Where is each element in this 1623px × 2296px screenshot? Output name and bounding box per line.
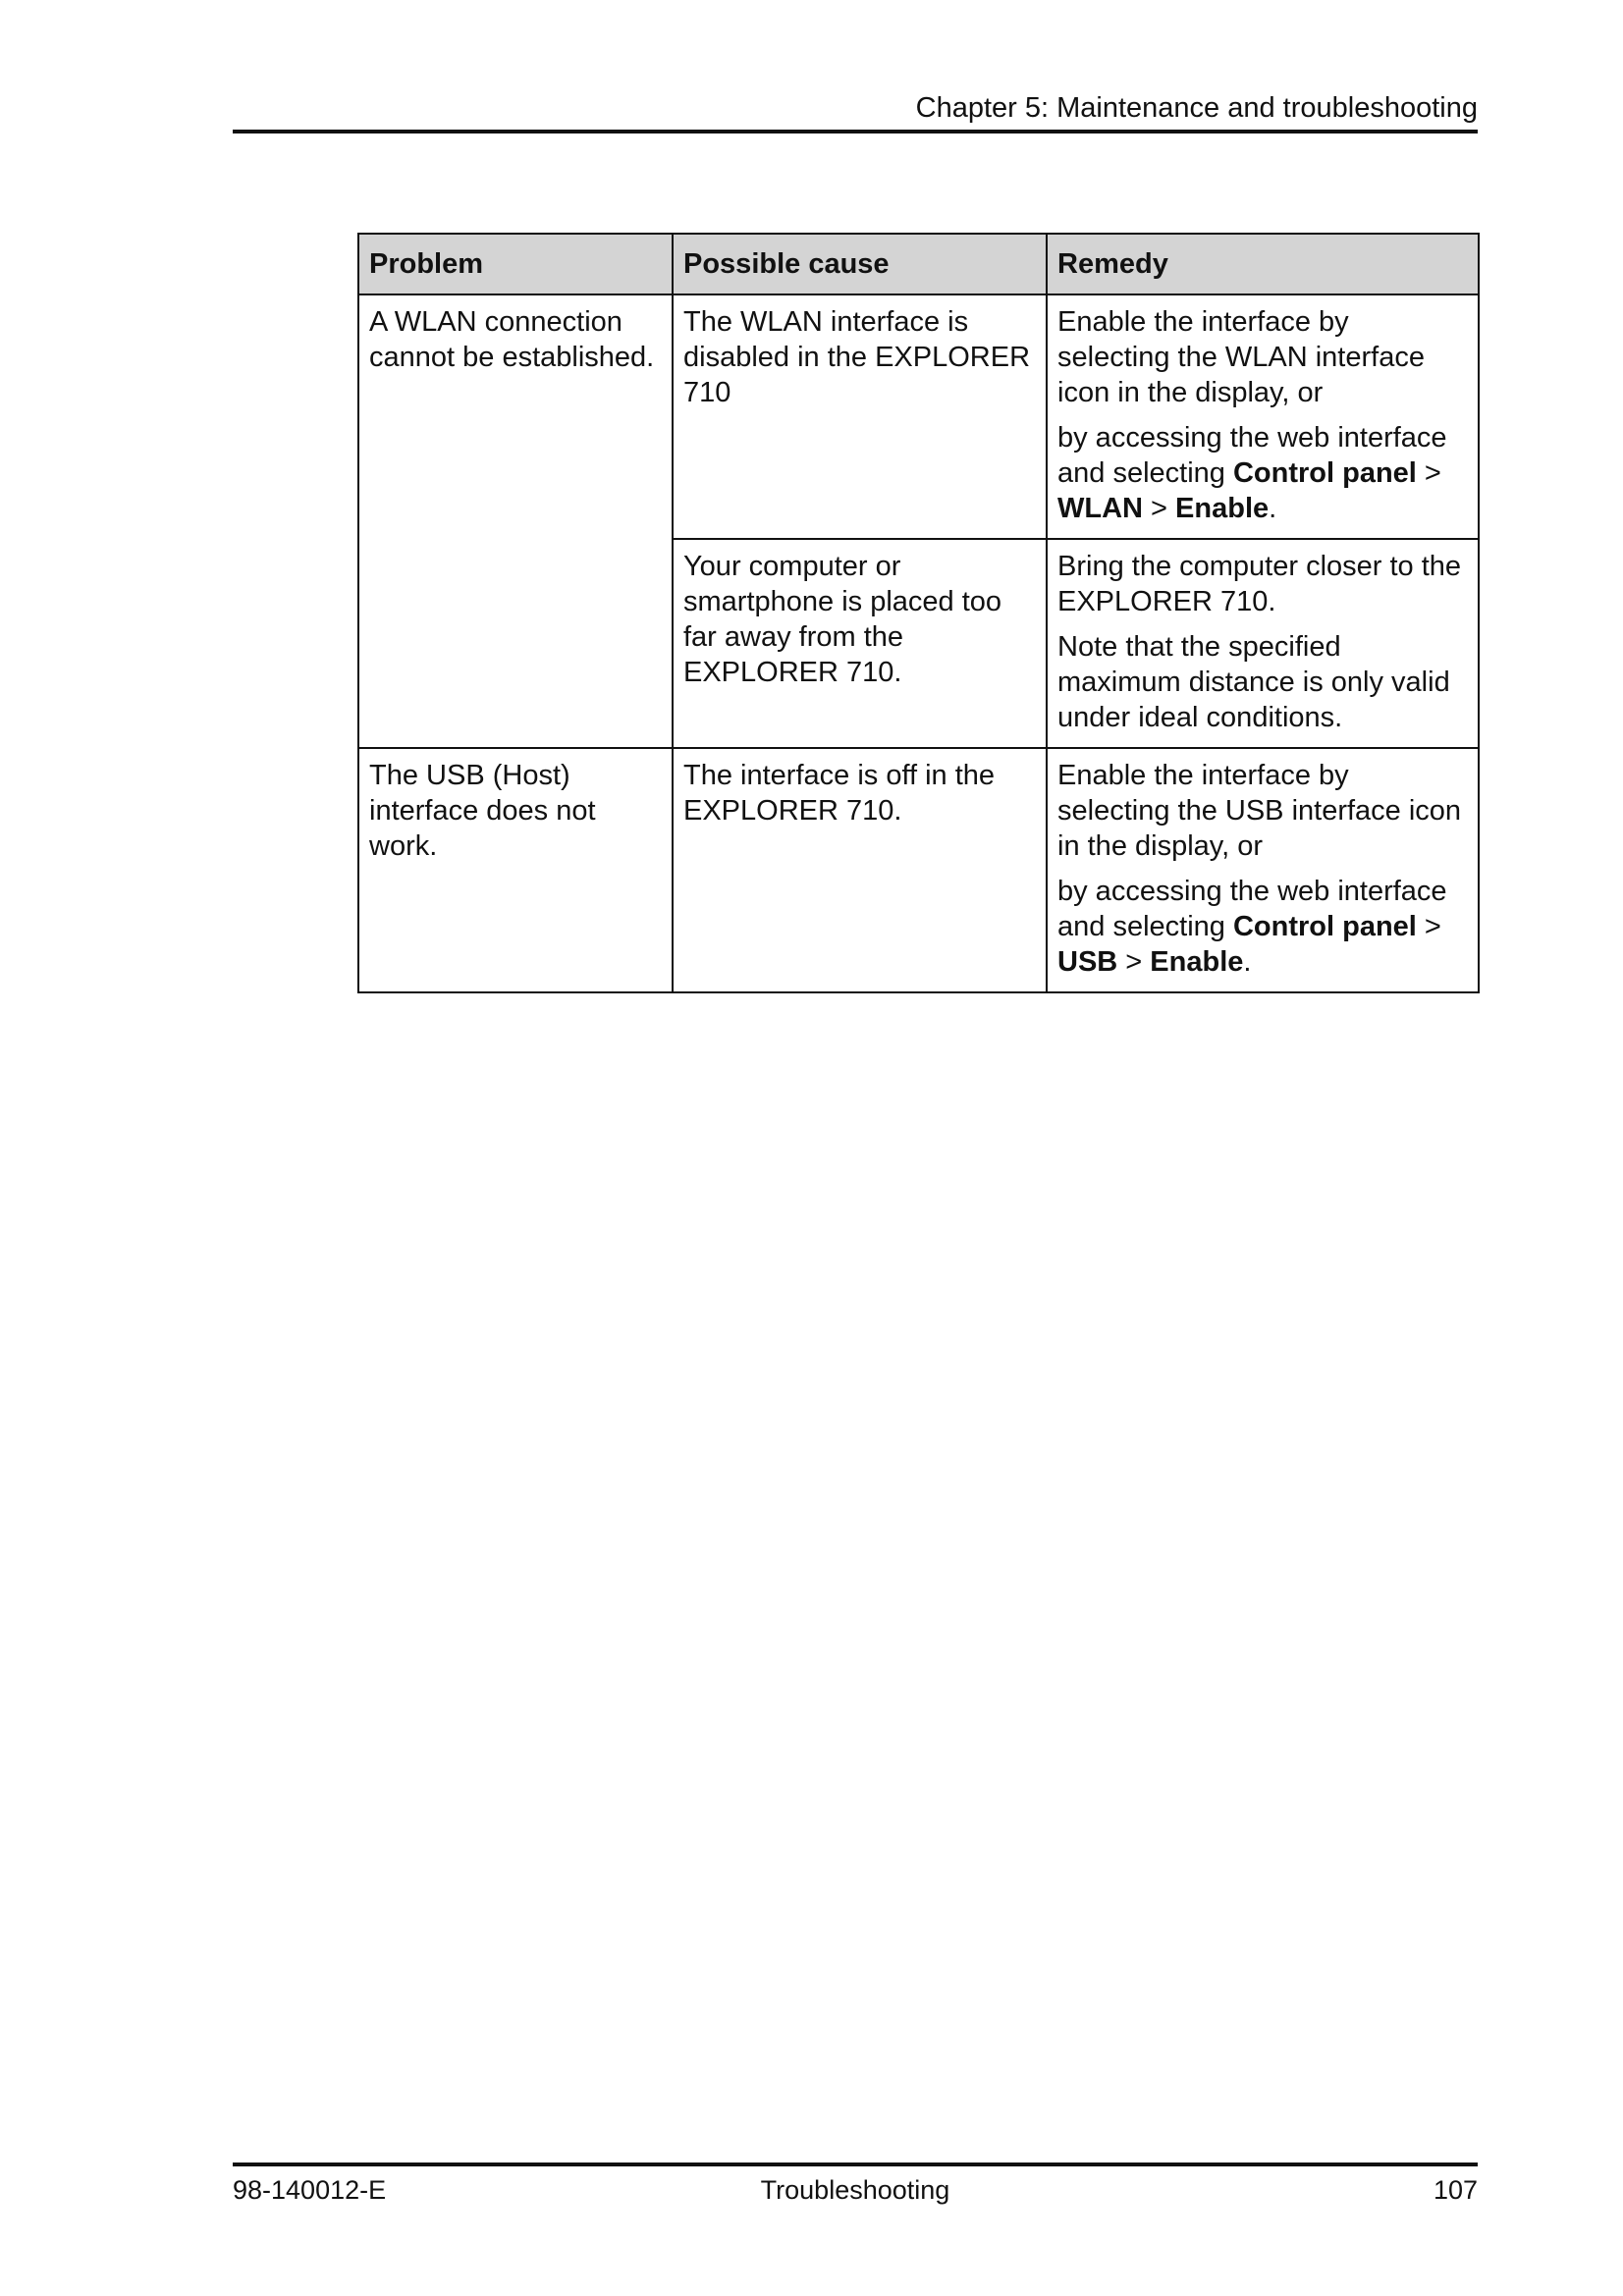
remedy-text <box>1057 874 1468 980</box>
remedy-text: Bring the computer closer to the EXPLORER 710. <box>1057 551 1462 617</box>
cause-text: The interface is off in the EXPLORER 710. <box>683 760 996 827</box>
menu-path-item: Control panel <box>1232 457 1417 489</box>
menu-path-separator: > <box>1416 911 1441 942</box>
problem-cell <box>358 748 673 992</box>
chapter-title: Chapter 5: Maintenance and troubleshooting <box>915 92 1478 124</box>
column-header-cause: Possible cause <box>673 234 1047 294</box>
remedy-suffix: . <box>1269 493 1277 524</box>
cause-cell <box>673 294 1047 539</box>
page-header <box>233 86 1478 133</box>
remedy-text: Note that the specified maximum distance is only valid under ideal conditions. <box>1057 631 1450 733</box>
remedy-suffix: . <box>1243 946 1252 978</box>
remedy-cell <box>1047 539 1479 748</box>
column-header-remedy: Remedy <box>1047 234 1479 294</box>
remedy-prefix: by accessing the web interface and selecting <box>1057 876 1447 942</box>
menu-path-separator: > <box>1117 946 1151 978</box>
remedy-text: Enable the interface by selecting the WLAN interface icon in the display, or <box>1057 306 1425 408</box>
page-footer <box>233 2163 1478 2205</box>
page-number: 107 <box>1433 2175 1478 2205</box>
menu-path-separator: > <box>1142 493 1176 524</box>
document-number: 98-140012-E <box>233 2175 387 2205</box>
column-header-problem: Problem <box>358 234 673 294</box>
menu-path-item: Control panel <box>1232 911 1417 942</box>
problem-cell <box>358 294 673 748</box>
cause-text: The WLAN interface is disabled in the EXPLORER 710 <box>683 306 1031 408</box>
problem-text: A WLAN connection cannot be established. <box>369 306 655 373</box>
remedy-prefix: by accessing the web interface and selecting <box>1057 422 1447 489</box>
menu-path-item: Enable <box>1150 946 1244 978</box>
table-header-row <box>358 234 1479 294</box>
cause-cell <box>673 539 1047 748</box>
remedy-text: Enable the interface by selecting the USB interface icon in the display, or <box>1057 760 1462 862</box>
footer-section: Troubleshooting <box>760 2175 950 2205</box>
menu-path-item: Enable <box>1175 493 1270 524</box>
table-row <box>358 748 1479 992</box>
remedy-cell <box>1047 294 1479 539</box>
menu-path-separator: > <box>1416 457 1441 489</box>
cause-cell <box>673 748 1047 992</box>
remedy-cell <box>1047 748 1479 992</box>
troubleshooting-table <box>357 233 1480 993</box>
remedy-text <box>1057 420 1468 526</box>
cause-text: Your computer or smartphone is placed too far away from the EXPLORER 710. <box>683 551 1002 688</box>
menu-path-item: USB <box>1057 946 1118 978</box>
problem-text: The USB (Host) interface does not work. <box>369 760 596 862</box>
table-row <box>358 294 1479 539</box>
menu-path-item: WLAN <box>1057 493 1143 524</box>
